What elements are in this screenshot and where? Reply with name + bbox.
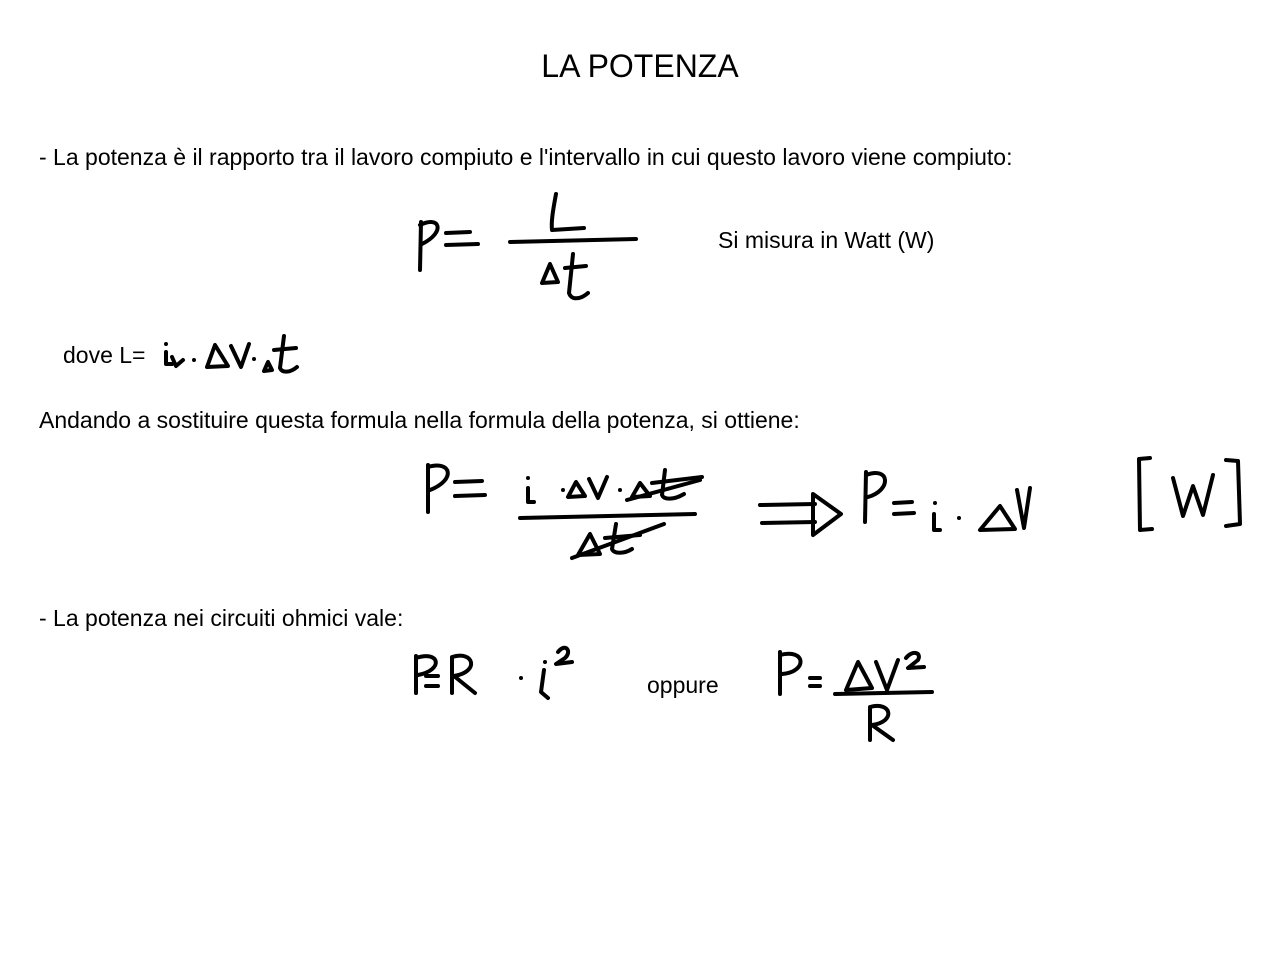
oppure-label: oppure: [647, 672, 719, 698]
unit-note: Si misura in Watt (W): [718, 227, 935, 253]
definition-text: - La potenza è il rapporto tra il lavoro compiuto e l'intervallo in cui questo lavoro viene compiuto:: [39, 144, 1013, 170]
formula-power-resistance-current: [416, 648, 572, 698]
substitution-text: Andando a sostituire questa formula nella formula della potenza, si ottiene:: [39, 407, 800, 433]
dove-label: dove L=: [63, 342, 146, 368]
formula-power-voltage-resistance: [780, 652, 932, 740]
ohmic-text: - La potenza nei circuiti ohmici vale:: [39, 605, 404, 631]
formula-power-definition: [420, 194, 636, 298]
formula-work: [164, 336, 297, 372]
formula-power-derived: [428, 458, 1240, 558]
page-title: LA POTENZA: [541, 48, 739, 84]
